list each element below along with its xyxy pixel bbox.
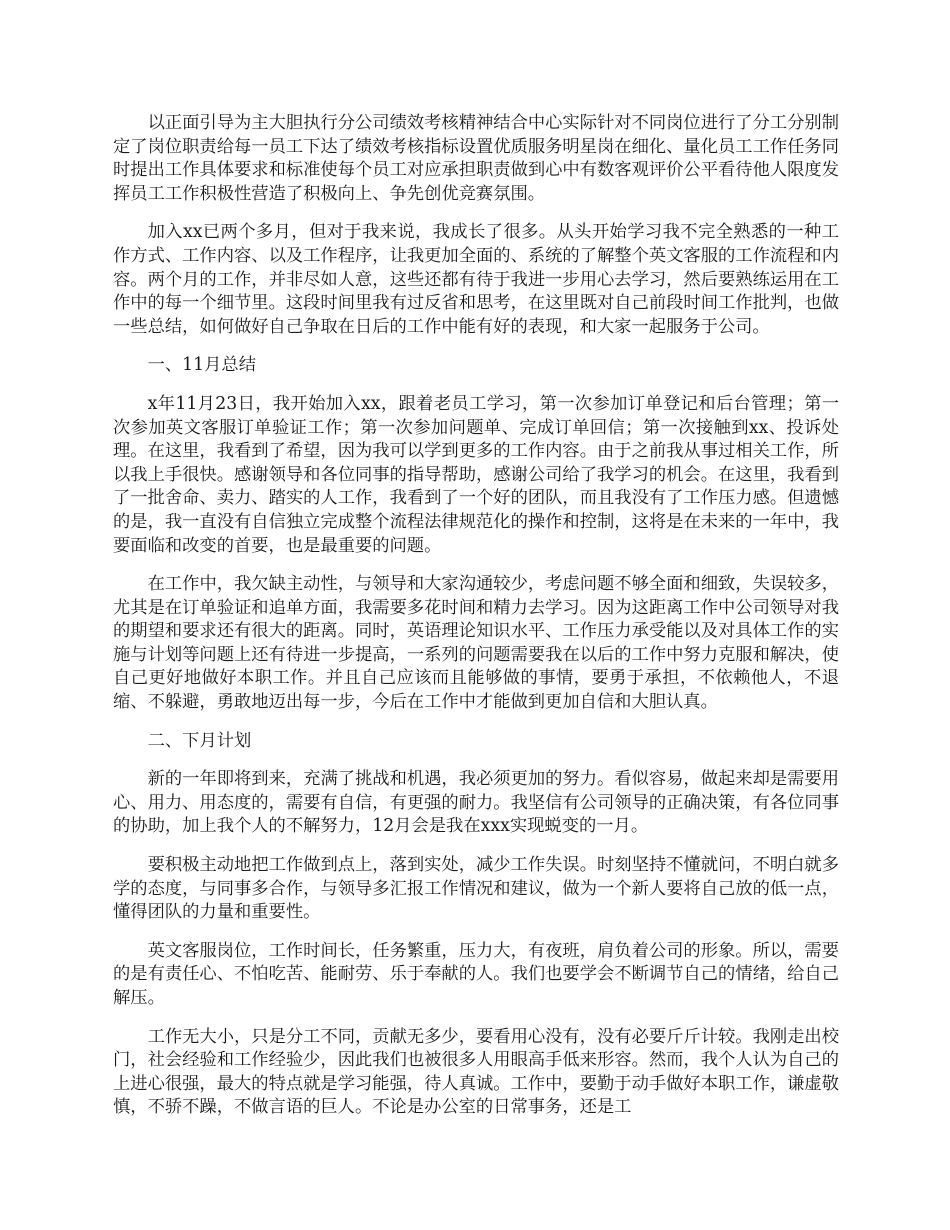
- paragraph-proactive: 要积极主动地把工作做到点上，落到实处，减少工作失误。时刻坚持不懂就问，不明白就多学的态度，与同事多合作，与领导多汇报工作情况和建议，做为一个新人要将自己放的低一点，懂得团队的力量和重要性。: [113, 855, 839, 923]
- document-body: [113, 112, 839, 1135]
- paragraph-shortcomings: 在工作中，我欠缺主动性，与领导和大家沟通较少，考虑问题不够全面和细致，失误较多，尤其是在订单验证和追单方面，我需要多花时间和精力去学习。因为这距离工作中公司领导对我的期望和要求还有很大的距离。同时，英语理论知识水平、工作压力承受能以及对具体工作的实施与计划等问题上还有待进一步提高，一系列的问题需要我在以后的工作中努力克服和解决，使自己更好地做好本职工作。并且自己应该而且能够做的事情，要勇于承担，不依赖他人，不退缩、不躲避，勇敢地迈出每一步，今后在工作中才能做到更加自信和大胆认真。: [113, 574, 839, 713]
- section-heading-november-summary: 一、11月总结: [147, 355, 256, 376]
- section-heading-next-month-plan: 二、下月计划: [147, 730, 252, 751]
- paragraph-customer-service: 英文客服岗位，工作时间长，任务繁重，压力大，有夜班，肩负着公司的形象。所以，需要的是有责任心、不怕吃苦、能耐劳、乐于奉献的人。我们也要学会不断调节自己的情绪，给自己解压。: [113, 940, 839, 1008]
- paragraph-performance: 以正面引导为主大胆执行分公司绩效考核精神结合中心实际针对不同岗位进行了分工分别制定了岗位职责给每一员工下达了绩效考核指标设置优质服务明星岗在细化、量化员工工作任务同时提出工作具体要求和标准使每个员工对应承担职责做到心中有数客观评价公平看待他人限度发挥员工工作积极性营造了积极向上、争先创优竞赛氛围。: [113, 113, 839, 204]
- paragraph-attitude: 工作无大小，只是分工不同，贡献无多少，要看用心没有，没有必要斤斤计较。我刚走出校门，社会经验和工作经验少，因此我们也被很多人用眼高手低来形容。然而，我个人认为自己的上进心很强，最大的特点就是学习能强，待人真诚。工作中，要勤于动手做好本职工作，谦虚敬慎，不骄不躁，不做言语的巨人。不论是办公室的日常事务，还是工: [113, 1026, 839, 1118]
- paragraph-intro: 加入xx已两个多月，但对于我来说，我成长了很多。从头开始学习我不完全熟悉的一种工作方式、工作内容、以及工作程序，让我更加全面的、系统的了解整个英文客服的工作流程和内容。两个月的工作，并非尽如人意，这些还都有待于我进一步用心去学习，然后要熟练运用在工作中的每一个细节里。这段时间里我有过反省和思考，在这里既对自己前段时间工作批判，也做一些总结，如何做好自己争取在日后的工作中能有好的表现，和大家一起服务于公司。: [113, 222, 839, 337]
- paragraph-new-year: 新的一年即将到来，充满了挑战和机遇，我必须更加的努力。看似容易，做起来却是需要用心、用力、用态度的，需要有自信，有更强的耐力。我坚信有公司领导的正确决策，有各位同事的协助，加上我个人的不解努力，12月会是我在xxx实现蜕变的一月。: [113, 769, 839, 837]
- paragraph-november-start: x年11月23日，我开始加入xx，跟着老员工学习，第一次参加订单登记和后台管理；第一次参加英文客服订单验证工作；第一次参加问题单、完成订单回信；第一次接触到xx、投诉处理。在这里，我看到了希望，因为我可以学到更多的工作内容。由于之前我从事过相关工作，所以我上手很快。感谢领导和各位同事的指导帮助，感谢公司给了我学习的机会。在这里，我看到了一批舍命、卖力、踏实的人工作，我看到了一个好的团队，而且我没有了工作压力感。但遗憾的是，我一直没有自信独立完成整个流程法律规范化的操作和控制，这将是在未来的一年中，我要面临和改变的首要，也是最重要的问题。: [113, 393, 839, 556]
